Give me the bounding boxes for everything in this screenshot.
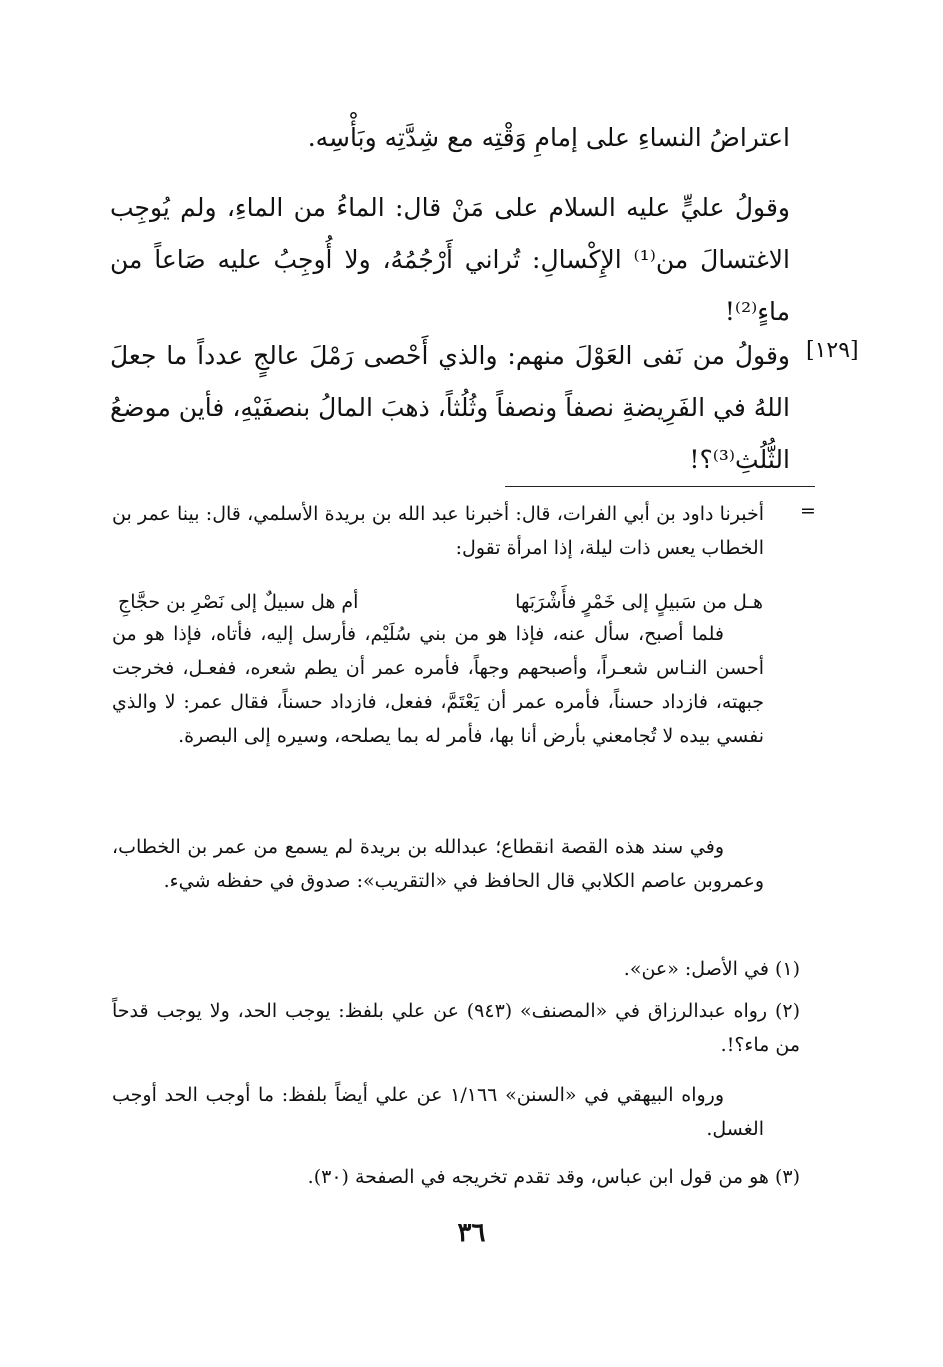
footnote-intro: أخبرنا داود بن أبي الفرات، قال: أخبرنا عبد الله بن بريدة الأسلمي، قال: بينا عمر بن الخطاب يعس ذات ليلة، إذا امرأة تقول: bbox=[112, 503, 764, 559]
footnote-2: (٢) رواه عبدالرزاق في «المصنف» (٩٤٣) عن علي بلفظ: يوجب الحد، ولا يوجب قدحاً من ماء؟!. bbox=[112, 1000, 800, 1056]
main-paragraph-2: وقولُ عليٍّ عليه السلام على مَنْ قال: الماءُ من الماءِ، ولم يُوجِب الاغتسالَ من⁽¹⁾ الإِكْسالِ: تُراني أَرْجُمُهُ، ولا أُوجِبُ عليه صَاعاً من ماءٍ⁽²⁾! bbox=[110, 193, 790, 326]
paragraph-number: [١٢٩] bbox=[806, 338, 859, 363]
verse-second-hemistich: أم هل سبيلٌ إلى نَصْرِ بن حجَّاجِ bbox=[118, 591, 359, 613]
main-paragraph-3: وقولُ من نَفى العَوْلَ منهم: والذي أَحْصى رَمْلَ عالجٍ عدداً ما جعلَ اللهُ في الفَرِيضةِ نصفاً ونصفاً وثُلُثاً، ذهبَ المالُ بنصفَيْهِ، فأين موضعُ الثُّلُثِ⁽³⁾؟! bbox=[110, 341, 790, 474]
footnote-3: (٣) هو من قول ابن عباس، وقد تقدم تخريجه في الصفحة (٣٠). bbox=[307, 1166, 800, 1188]
footnote-1: (١) في الأصل: «عن». bbox=[623, 958, 800, 980]
page-number: ٣٦ bbox=[457, 1218, 486, 1248]
footnote-2-continuation: ورواه البيهقي في «السنن» ١/١٦٦ عن علي أيضاً بلفظ: ما أوجب الحد أوجب الغسل. bbox=[112, 1084, 764, 1140]
verse-first-hemistich: هـل من سَبيلٍ إلى خَمْرٍ فأَشْرَبَها bbox=[515, 591, 763, 613]
footnote-chain-note: وفي سند هذه القصة انقطاع؛ عبدالله بن بريدة لم يسمع من عمر بن الخطاب، وعمروبن عاصم الكلابي قال الحافظ في «التقريب»: صدوق في حفظه شيء. bbox=[112, 836, 764, 892]
footnote-story: فلما أصبح، سأل عنه، فإذا هو من بني سُلَيْم، فأرسل إليه، فأتاه، فإذا هو من أحسن النـاس شعـراً، وأصبحهم وجهاً، فأمره عمر أن يطم شعره، ففعـل، فخرجت جبهته، فازداد حسناً، فأمره عمر أن يَعْتَمَّ، ففعل، فازداد حسناً، فقال عمر: لا والذي نفسي بيده لا تُجامعني بأرض أنا بها، فأمر له بما يصلحه، وسيره إلى البصرة. bbox=[112, 623, 764, 747]
main-paragraph-1: اعتراضُ النساءِ على إمامِ وَقْتِه مع شِدَّتِه وبَأْسِه. bbox=[307, 123, 790, 152]
footnote-continuation-mark: = bbox=[800, 500, 816, 522]
footnote-divider bbox=[505, 486, 815, 487]
